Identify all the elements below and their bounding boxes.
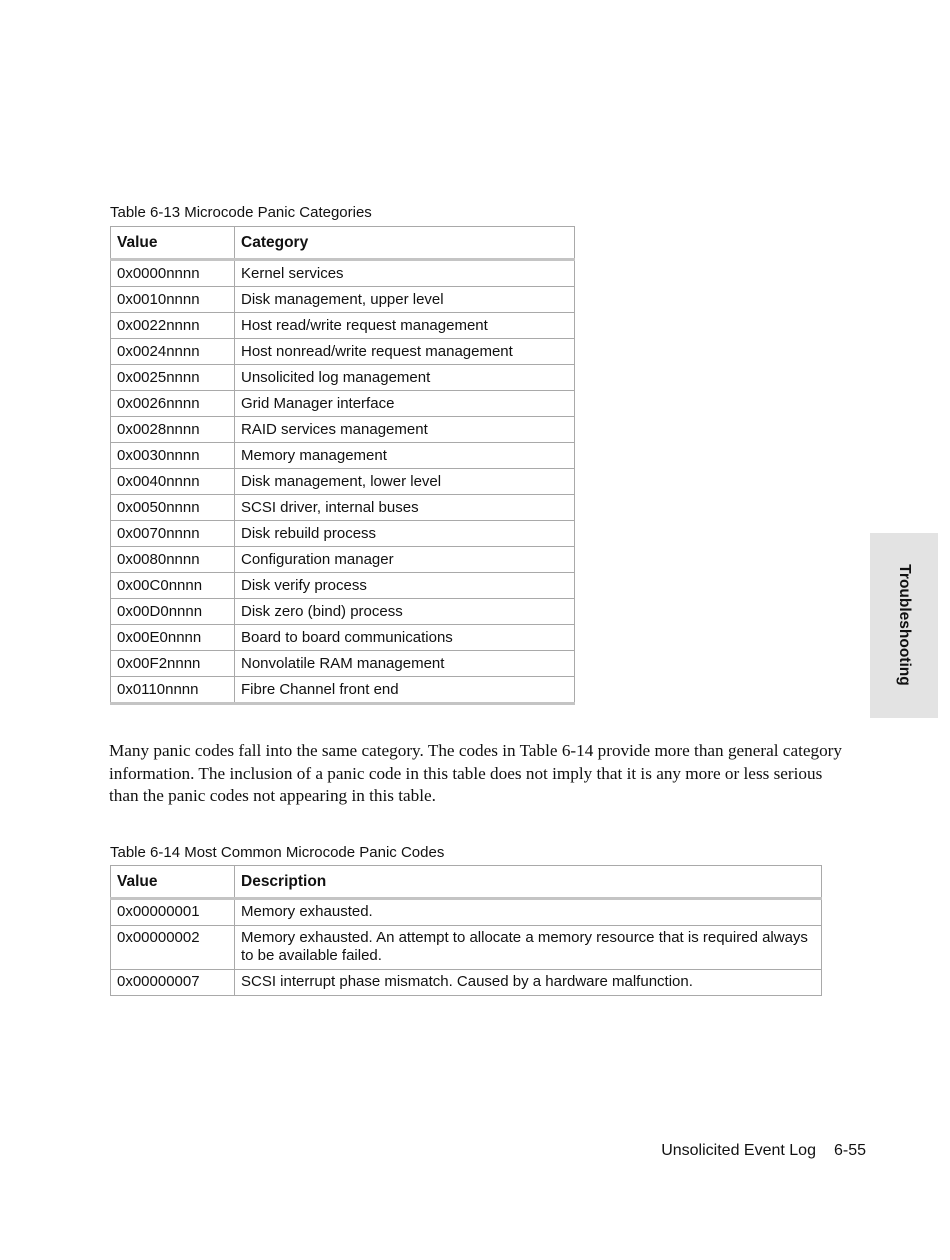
table-row <box>111 651 575 677</box>
page-number: 6-55 <box>833 1142 866 1159</box>
value-cell: 0x00000002 <box>111 926 235 970</box>
value-cell: 0x0025nnnn <box>111 365 235 391</box>
value-cell: 0x0026nnnn <box>111 391 235 417</box>
table-header-row <box>111 866 822 899</box>
column-header-value: Value <box>111 227 235 260</box>
category-cell: Fibre Channel front end <box>235 677 575 704</box>
description-cell: SCSI interrupt phase mismatch. Caused by a hardware malfunction. <box>235 970 822 996</box>
category-cell: Nonvolatile RAM management <box>235 651 575 677</box>
category-cell: Host nonread/write request management <box>235 339 575 365</box>
table-row <box>111 313 575 339</box>
value-cell: 0x00F2nnnn <box>111 651 235 677</box>
table-row <box>111 547 575 573</box>
section-side-tab <box>870 533 938 718</box>
table-row <box>111 287 575 313</box>
table-row <box>111 260 575 287</box>
column-header-description: Description <box>235 866 822 899</box>
category-cell: Disk zero (bind) process <box>235 599 575 625</box>
microcode-panic-categories-table <box>110 226 575 705</box>
value-cell: 0x00C0nnnn <box>111 573 235 599</box>
value-cell: 0x0010nnnn <box>111 287 235 313</box>
description-cell: Memory exhausted. <box>235 899 822 926</box>
table-row <box>111 899 822 926</box>
table-row <box>111 625 575 651</box>
value-cell: 0x0022nnnn <box>111 313 235 339</box>
value-cell: 0x00000007 <box>111 970 235 996</box>
value-cell: 0x0028nnnn <box>111 417 235 443</box>
description-cell: Memory exhausted. An attempt to allocate a memory resource that is required always to be available failed. <box>235 926 822 970</box>
category-cell: Kernel services <box>235 260 575 287</box>
table-row <box>111 339 575 365</box>
table-header-row <box>111 227 575 260</box>
category-cell: Board to board communications <box>235 625 575 651</box>
value-cell: 0x0080nnnn <box>111 547 235 573</box>
column-header-category: Category <box>235 227 575 260</box>
value-cell: 0x0040nnnn <box>111 469 235 495</box>
category-cell: Memory management <box>235 443 575 469</box>
value-cell: 0x0070nnnn <box>111 521 235 547</box>
value-cell: 0x0000nnnn <box>111 260 235 287</box>
category-cell: RAID services management <box>235 417 575 443</box>
table-row <box>111 443 575 469</box>
category-cell: Disk management, lower level <box>235 469 575 495</box>
table-row <box>111 521 575 547</box>
table-row <box>111 417 575 443</box>
table-row <box>111 677 575 704</box>
category-cell: Disk management, upper level <box>235 287 575 313</box>
column-header-value: Value <box>111 866 235 899</box>
category-cell: SCSI driver, internal buses <box>235 495 575 521</box>
table-row <box>111 970 822 996</box>
table-6-14-caption: Table 6-14 Most Common Microcode Panic Codes <box>110 844 445 861</box>
category-cell: Host read/write request management <box>235 313 575 339</box>
footer-section-title: Unsolicited Event Log <box>661 1142 816 1159</box>
category-cell: Unsolicited log management <box>235 365 575 391</box>
value-cell: 0x0110nnnn <box>111 677 235 704</box>
value-cell: 0x00E0nnnn <box>111 625 235 651</box>
table-row <box>111 391 575 417</box>
table-row <box>111 926 822 970</box>
value-cell: 0x0030nnnn <box>111 443 235 469</box>
value-cell: 0x0024nnnn <box>111 339 235 365</box>
table-row <box>111 469 575 495</box>
body-paragraph: Many panic codes fall into the same category. The codes in Table 6-14 provide more than general category information. The inclusion of a panic code in this table does not imply that it is any more or less serious than the panic codes not appearing in this table. <box>109 741 842 805</box>
category-cell: Configuration manager <box>235 547 575 573</box>
value-cell: 0x0050nnnn <box>111 495 235 521</box>
category-cell: Grid Manager interface <box>235 391 575 417</box>
category-cell: Disk rebuild process <box>235 521 575 547</box>
table-6-13-caption: Table 6-13 Microcode Panic Categories <box>110 204 372 221</box>
table-row <box>111 599 575 625</box>
value-cell: 0x00D0nnnn <box>111 599 235 625</box>
table-row <box>111 495 575 521</box>
value-cell: 0x00000001 <box>111 899 235 926</box>
category-cell: Disk verify process <box>235 573 575 599</box>
side-tab-label: Troubleshooting <box>896 564 913 686</box>
table-row <box>111 573 575 599</box>
page-footer <box>661 1142 866 1160</box>
table-row <box>111 365 575 391</box>
most-common-panic-codes-table <box>110 865 822 996</box>
